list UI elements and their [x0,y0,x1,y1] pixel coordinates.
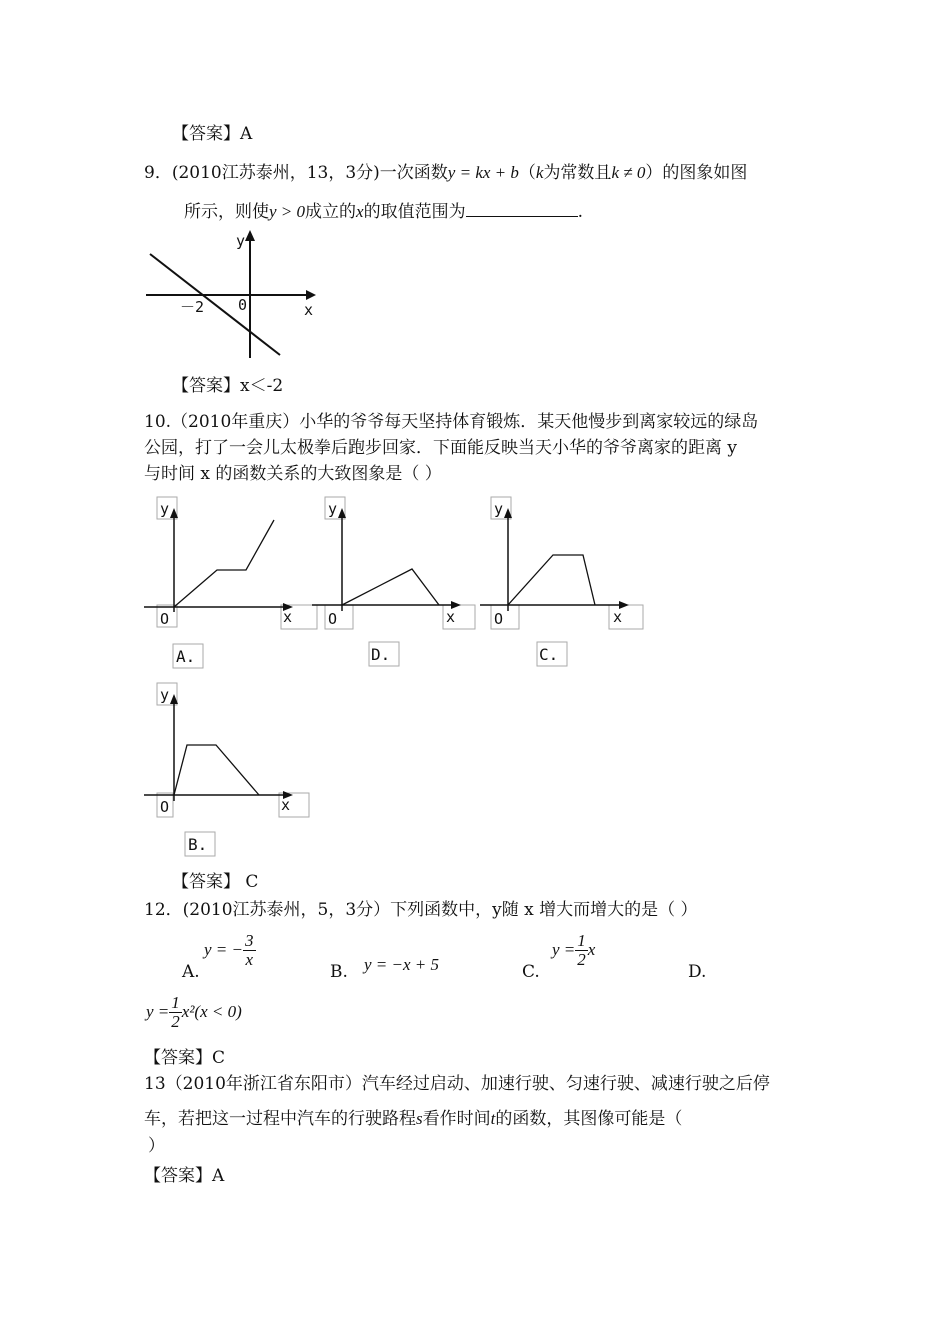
q10-answer: 【答案】 C [172,872,259,892]
q12-option-c-label: C. [522,962,540,982]
q9-line2: 所示，则使y > 0成立的x的取值范围为 . [184,202,583,222]
q10-line2: 公园，打了一会儿太极拳后跑步回家．下面能反映当天小华的爷爷离家的距离 y [144,438,738,458]
q10-line1: 10.（2010年重庆）小华的爷爷每天坚持体育锻炼．某天他慢步到离家较远的绿岛 [144,412,759,432]
q13-line2: 车，若把这一过程中汽车的行驶路程s看作时间t的函数，其图像可能是（ [144,1109,683,1129]
svg-text:O: O [160,610,170,628]
q9-line1: 9．(2010江苏泰州，13，3分)一次函数y = kx + b（k为常数且k ≠ 0）的图象如图 [144,163,748,183]
q12-line1: 12．(2010江苏泰州，5，3分）下列函数中，y随 x 增大而增大的是（ ） [144,900,698,920]
q10-graph-b [143,680,313,860]
q13-line1: 13（2010年浙江省东阳市）汽车经过启动、加速行驶、匀速行驶、减速行驶之后停 [144,1074,770,1094]
q10-graph-d [311,494,481,674]
q9-eq: y = kx + b [447,163,519,182]
q12-option-c: y = $\frac{1}{2}$ x [552,931,596,969]
svg-text:y: y [160,686,170,704]
q9-graph [140,228,330,360]
q10-option-b: B. [188,835,208,854]
q10-option-c: C. [539,645,559,664]
svg-text:－2: －2 [180,298,205,316]
q12-option-b: y = −x + 5 [364,955,440,974]
q8-answer: 【答案】A [172,124,253,144]
svg-text:x: x [613,608,623,626]
q10-graph-c [479,494,649,674]
q9-answer: 【答案】x＜-2 [172,376,284,396]
svg-text:0: 0 [238,296,248,314]
q10-option-d: D. [371,645,391,664]
svg-text:x: x [281,796,291,814]
svg-text:y: y [160,500,170,518]
svg-text:x: x [304,301,314,319]
svg-text:x: x [446,608,456,626]
q12-option-a: y = − $\frac{3}{x}$ [204,931,254,969]
q9-cond: k ≠ 0 [611,163,646,182]
svg-text:O: O [328,610,338,628]
q12-option-a-label: A. [182,962,200,982]
svg-text:O: O [160,798,170,816]
q9-ineq: y > 0 [269,202,306,221]
q10-option-a: A. [176,647,196,666]
svg-text:O: O [494,610,504,628]
q9-answer-blank [466,200,578,217]
q12-answer: 【答案】C [144,1048,226,1068]
q10-line3: 与时间 x 的函数关系的大致图象是（ ） [144,464,442,484]
svg-text:y: y [328,500,338,518]
q12-option-b-label: B. [330,962,348,982]
q13-line3: ） [148,1136,165,1156]
svg-text:y: y [494,500,504,518]
q13-answer: 【答案】A [144,1166,225,1186]
q12-option-d-label: D. [688,962,707,982]
q12-option-d: y = $\frac{1}{2}$ x²(x < 0) [146,993,242,1031]
svg-text:x: x [283,608,293,626]
svg-text:y: y [236,232,246,250]
q10-graph-a [143,494,313,674]
